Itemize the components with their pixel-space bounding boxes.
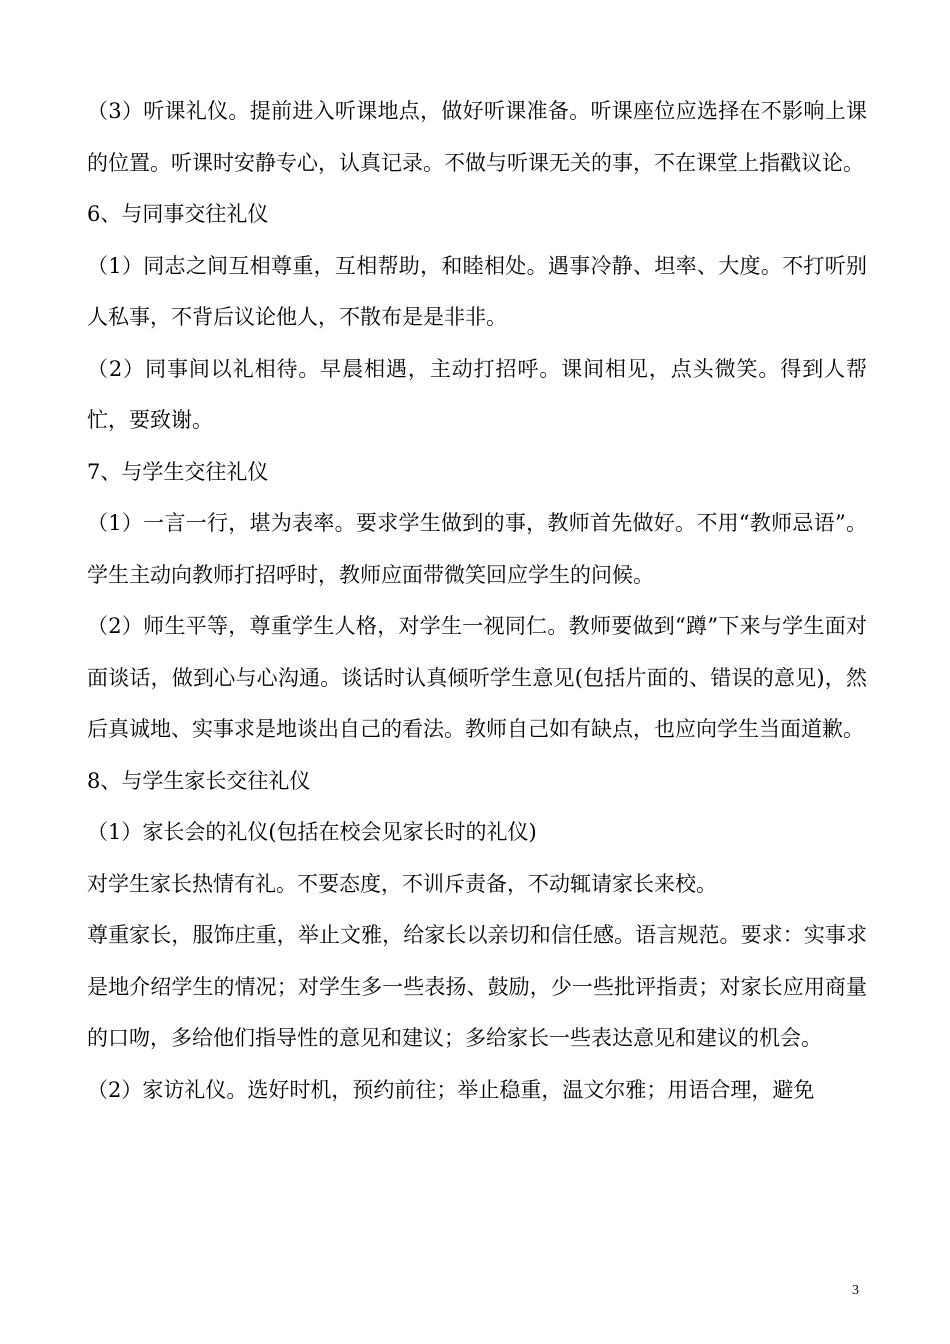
- paragraph-parent-meeting: （1）家长会的礼仪(包括在校会见家长时的礼仪): [87, 820, 537, 844]
- page-number: 3: [852, 1283, 859, 1298]
- heading-colleague-etiquette: 6、与同事交往礼仪: [87, 202, 269, 226]
- document-body: [87, 86, 867, 1116]
- heading-student-etiquette: 7、与学生交往礼仪: [87, 459, 269, 484]
- paragraph-home-visit: （2）家访礼仪。选好时机，预约前往；举止稳重，温文尔雅；用语合理，避免: [87, 1077, 815, 1102]
- paragraph-listening-etiquette: （3）听课礼仪。提前进入听课地点，做好听课准备。听课座位应选择在不影响上课的位置。听课时安静专心，认真记录。不做与听课无关的事，不在课堂上指戳议论。: [87, 99, 867, 175]
- paragraph-parent-respect: 尊重家长，服饰庄重，举止文雅，给家长以亲切和信任感。语言规范。要求：实事求是地介绍学生的情况；对学生多一些表扬、鼓励，少一些批评指责；对家长应用商量的口吻，多给他们指导性的意见和建议；多给家长一些表达意见和建议的机会。: [87, 923, 867, 1050]
- paragraph-parent-courtesy: 对学生家长热情有礼。不要态度，不训斥责备，不动辄请家长来校。: [87, 871, 717, 896]
- paragraph-colleague-courtesy: （2）同事间以礼相待。早晨相遇，主动打招呼。课间相见，点头微笑。得到人帮忙，要致谢。: [87, 356, 867, 432]
- paragraph-student-equality: （2）师生平等，尊重学生人格，对学生一视同仁。教师要做到“蹲”下来与学生面对面谈话，做到心与心沟通。谈话时认真倾听学生意见(包括片面的、错误的意见)，然后真诚地、实事求是地谈出自己的看法。教师自己如有缺点，也应向学生当面道歉。: [87, 614, 867, 741]
- paragraph-colleague-respect: （1）同志之间互相尊重，互相帮助，和睦相处。遇事冷静、坦率、大度。不打听别人私事，不背后议论他人，不散布是是非非。: [87, 253, 867, 329]
- paragraph-student-example: （1）一言一行，堪为表率。要求学生做到的事，教师首先做好。不用“教师忌语”。学生主动向教师打招呼时，教师应面带微笑回应学生的问候。: [87, 511, 867, 587]
- heading-parent-etiquette: 8、与学生家长交往礼仪: [87, 768, 311, 793]
